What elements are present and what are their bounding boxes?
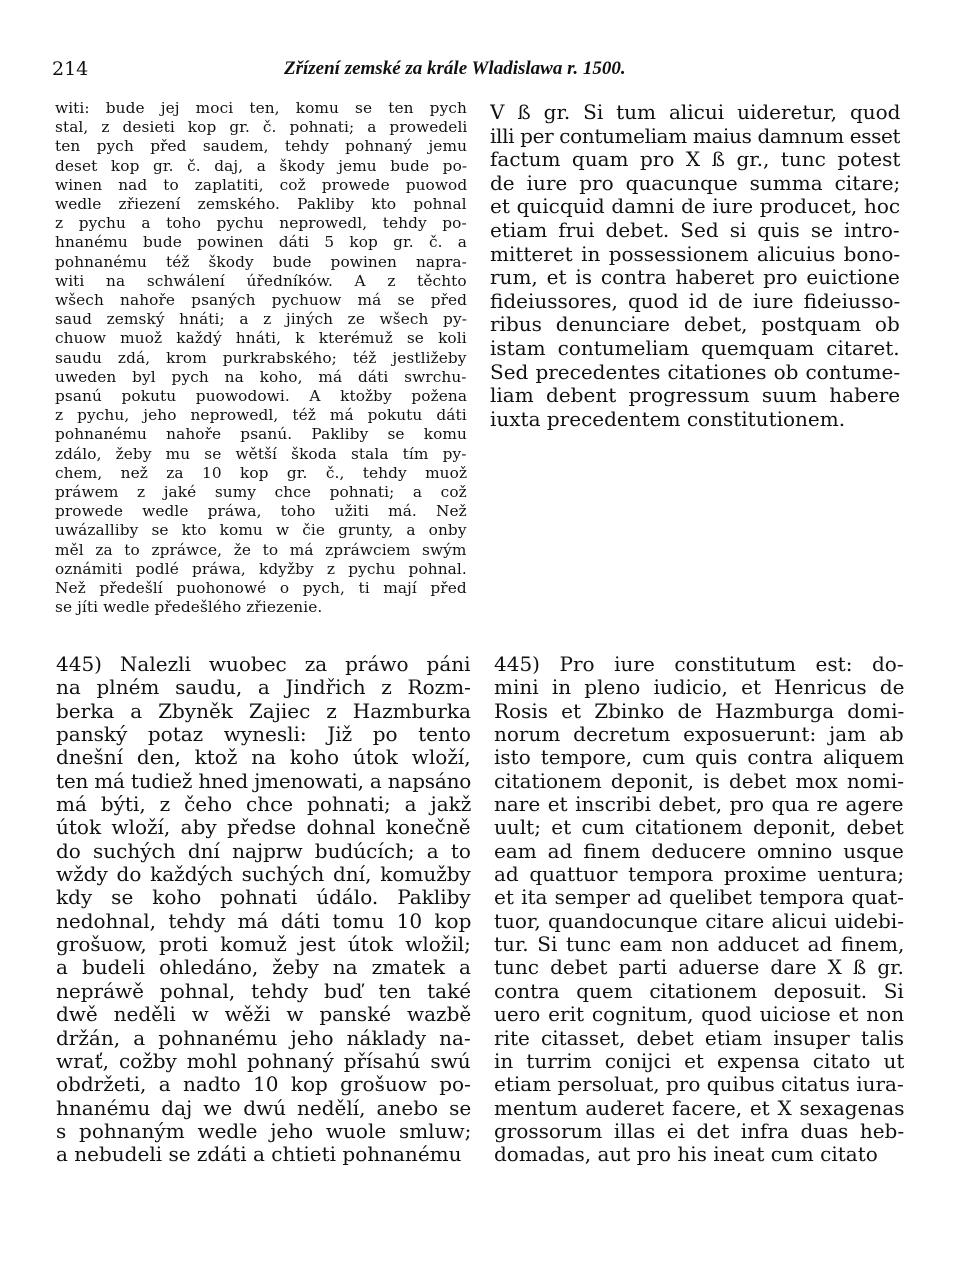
text-line: deset kop gr. č. daj, a škody jemu bude po- xyxy=(55,156,467,175)
czech-text-column-top xyxy=(55,99,467,617)
text-line: in turrim conijci et expensa citato ut xyxy=(494,1049,904,1073)
text-line: mentum auderet facere, et X sexagenas xyxy=(494,1096,904,1120)
text-line: saud zemský hnáti; a z jiných ze wšech py- xyxy=(55,310,467,329)
text-line: rite citasset, debet etiam insuper talis xyxy=(494,1026,904,1050)
text-line: pohnanému nahoře psanú. Pakliby se komu xyxy=(55,425,467,444)
text-line: rum, et is contra haberet pro euictione xyxy=(490,266,900,290)
text-line: tunc debet parti aduerse dare X ß gr. xyxy=(494,956,904,980)
text-line: domadas, aut pro his ineat cum citato xyxy=(494,1143,878,1167)
text-line: fideiussores, quod id de iure fideiusso- xyxy=(490,289,900,313)
text-line: Rosis et Zbinko de Hazmburga domi- xyxy=(494,699,904,723)
text-line: 445) Pro iure constitutum est: do- xyxy=(494,653,904,676)
text-line: ten pych před saudem, tehdy pohnaný jemu xyxy=(55,137,467,156)
text-line: panský potaz wynesli: Již po tento xyxy=(56,723,471,747)
text-line: factum quam pro X ß gr., tunc potest xyxy=(490,148,900,172)
text-line: stal, z desieti kop gr. č. pohnati; a prowedeli xyxy=(55,118,467,137)
text-line: s pohnaným wedle jeho wuole smluw; xyxy=(56,1119,471,1143)
text-line: mini in pleno iudicio, et Henricus de xyxy=(494,676,904,700)
text-line: obdržeti, a nadto 10 kop grošuow po- xyxy=(56,1073,471,1097)
text-line: tuor, quandocunque citare alicui uidebi- xyxy=(494,909,904,933)
text-line: illi per contumeliam maius damnum esset xyxy=(490,124,900,148)
text-line: nedohnal, tehdy má dáti tomu 10 kop xyxy=(56,909,471,933)
text-line: zdálo, žeby mu se wětší škoda stala tím py- xyxy=(55,444,467,463)
latin-article-445 xyxy=(494,653,904,1167)
running-title: Zřízení zemské za krále Wladislawa r. 1500. xyxy=(284,58,626,79)
text-line: má býti, z čeho chce pohnati; a jakž xyxy=(56,793,471,817)
text-line: Sed precedentes citationes ob contume- xyxy=(490,360,900,384)
text-line: et quicquid damni de iure producet, hoc xyxy=(490,195,900,219)
text-line: pohnanému též škody bude powinen napra- xyxy=(55,252,467,271)
text-line: witi na schwálení úředníków. A z těchto xyxy=(55,271,467,290)
text-line: etiam persoluat, pro quibus citatus iura- xyxy=(494,1073,904,1097)
text-line: nare et inscribi debet, pro qua re agere xyxy=(494,793,904,817)
text-line: ten má tudiež hned jmenowati, a napsáno xyxy=(56,769,471,793)
text-line: uult; et cum citationem deponit, debet xyxy=(494,816,904,840)
text-line: chuow muož každý hnáti, k kterémuž se koli xyxy=(55,329,467,348)
text-line: et ita semper ad quelibet tempora quat- xyxy=(494,886,904,910)
text-line: hnanému bude powinen dáti 5 kop gr. č. a xyxy=(55,233,467,252)
text-line: contra quem citationem deposuit. Si xyxy=(494,979,904,1003)
text-line: ad quattuor tempora proxime uentura; xyxy=(494,863,904,887)
page-number: 214 xyxy=(52,58,89,80)
text-line: psanú pokutu puowodowi. A ktožby požena xyxy=(55,387,467,406)
text-line: wždy do každých suchých dní, komužby xyxy=(56,863,471,887)
text-line: kdy se koho pohnati údálo. Pakliby xyxy=(56,886,471,910)
text-line: winen nad to zaplatiti, což prowede puowod xyxy=(55,175,467,194)
text-line: a nebudeli se zdáti a chtieti pohnanému xyxy=(56,1143,462,1167)
text-line: norum decretum exposuerunt: jam ab xyxy=(494,723,904,747)
text-line: istam contumeliam quemquam citaret. xyxy=(490,336,900,360)
text-line: se jíti wedle předešlého zřiezenie. xyxy=(55,598,323,617)
text-line: dwě neděli w wěži w panské wazbě xyxy=(56,1003,471,1027)
text-line: měl za to zpráwce, že to má zpráwciem swým xyxy=(55,540,467,559)
czech-article-445 xyxy=(56,653,471,1167)
text-line: Než předešlí puohonowé o pych, ti mají před xyxy=(55,579,467,598)
text-line: držán, a pohnanému jeho náklady na- xyxy=(56,1026,471,1050)
text-line: wrať, cožby mohl pohnaný přísahú swú xyxy=(56,1049,471,1073)
text-line: wedle zřiezení zemského. Pakliby kto pohnal xyxy=(55,195,467,214)
text-line: z pychu a toho pychu neprowedl, tehdy po- xyxy=(55,214,467,233)
text-line: útok wloží, aby předse dohnal konečně xyxy=(56,816,471,840)
text-line: uweden byl pych na koho, má dáti swrchu- xyxy=(55,367,467,386)
text-line: grošuow, proti komuž jest útok wložil; xyxy=(56,933,471,957)
text-line: z pychu, jeho neprowedl, též má pokutu dáti xyxy=(55,406,467,425)
text-line: chem, než za 10 kop gr. č., tehdy muož xyxy=(55,463,467,482)
text-line: ribus denunciare debet, postquam ob xyxy=(490,313,900,337)
latin-text-column-top xyxy=(490,101,900,431)
text-line: hnanému daj we dwú nedělí, anebo se xyxy=(56,1096,471,1120)
text-line: dnešní den, ktož na koho útok wloží, xyxy=(56,746,471,770)
text-line: isto tempore, cum quis contra aliquem xyxy=(494,746,904,770)
text-line: de iure pro quacunque summa citare; xyxy=(490,171,900,195)
text-line: tur. Si tunc eam non adducet ad finem, xyxy=(494,933,904,957)
text-line: witi: bude jej moci ten, komu se ten pych xyxy=(55,99,467,117)
text-line: mitteret in possessionem alicuius bono- xyxy=(490,242,900,266)
text-line: liam debent progressum suum habere xyxy=(490,384,900,408)
text-line: grossorum illas ei det infra duas heb- xyxy=(494,1119,904,1143)
text-line: 445) Nalezli wuobec za práwo páni xyxy=(56,653,471,676)
text-line: saudu zdá, krom purkrabského; též jestližeby xyxy=(55,348,467,367)
text-line: nepráwě pohnal, tehdy buď ten také xyxy=(56,979,471,1003)
text-line: uwázalliby se kto komu w čie grunty, a onby xyxy=(55,521,467,540)
text-line: iuxta precedentem constitutionem. xyxy=(490,407,846,431)
text-line: uero erit cognitum, quod uiciose et non xyxy=(494,1003,904,1027)
text-line: práwem z jaké sumy chce pohnati; a což xyxy=(55,483,467,502)
text-line: V ß gr. Si tum alicui uideretur, quod xyxy=(490,101,900,124)
text-line: prowede wedle práwa, toho užiti má. Než xyxy=(55,502,467,521)
text-line: a budeli ohledáno, žeby na zmatek a xyxy=(56,956,471,980)
page-header xyxy=(52,58,912,88)
text-line: wšech nahoře psaných pychuow má se před xyxy=(55,291,467,310)
text-line: oznámiti podlé práwa, kdyžby z pychu pohnal. xyxy=(55,559,467,578)
text-line: citationem deponit, is debet mox nomi- xyxy=(494,769,904,793)
text-line: berka a Zbyněk Zajiec z Hazmburka xyxy=(56,699,471,723)
text-line: eam ad finem deducere omnino usque xyxy=(494,839,904,863)
text-line: na plném saudu, a Jindřich z Rozm- xyxy=(56,676,471,700)
text-line: etiam frui debet. Sed si quis se intro- xyxy=(490,218,900,242)
text-line: do suchých dní najprw budúcích; a to xyxy=(56,839,471,863)
